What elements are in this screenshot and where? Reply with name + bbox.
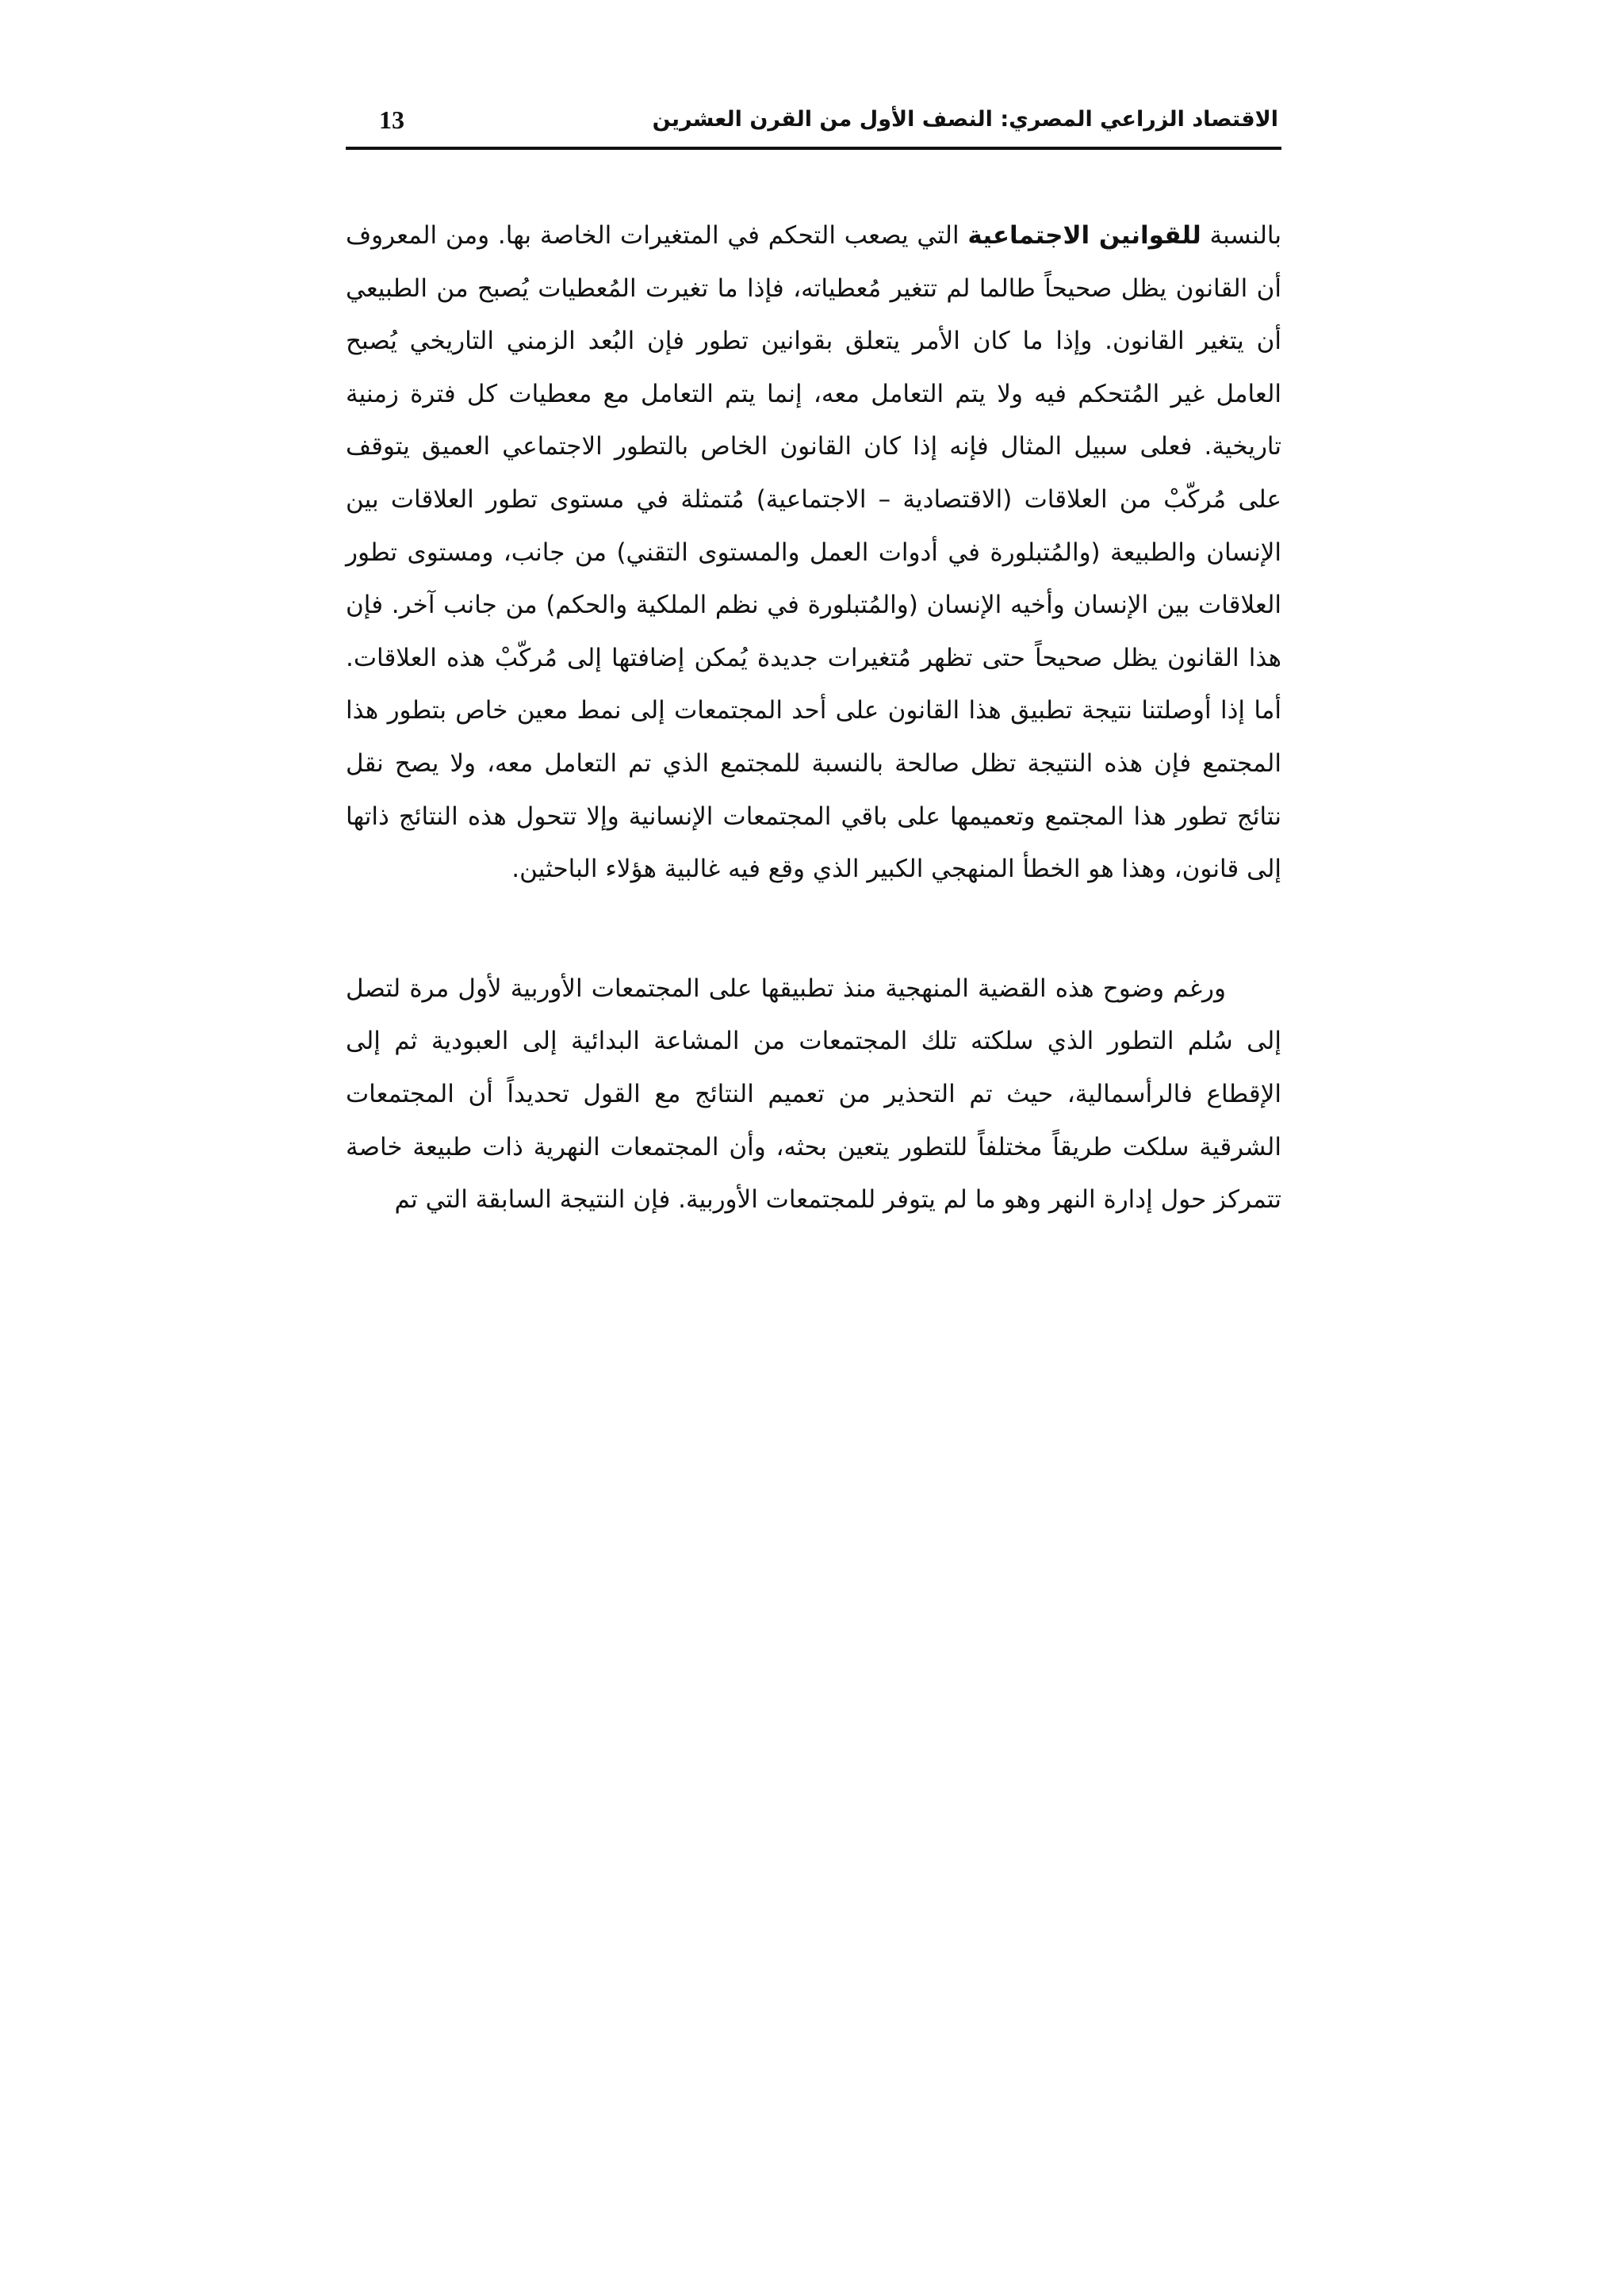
paragraph-1: [346, 209, 1281, 896]
paragraph-1-text: التي يصعب التحكم في المتغيرات الخاصة بها. ومن المعروف أن القانون يظل صحيحاً طالما لم تتغير مُعطياته، فإذا ما تغيرت المُعطيات يُصبح من الطبيعي أن يتغير القانون. وإذا ما كان الأمر يتعلق بقوانين تطور فإن البُعد الزمني التاريخي يُصبح العامل غير المُتحكم فيه ولا يتم التعامل معه، إنما يتم التعامل مع معطيات كل فترة زمنية تاريخية. فعلى سبيل المثال فإنه إذا كان القانون الخاص بالتطور الاجتماعي العميق يتوقف على مُركّبْ من العلاقات (الاقتصادية – الاجتماعية) مُتمثلة في مستوى تطور العلاقات بين الإنسان والطبيعة (والمُتبلورة في أدوات العمل والمستوى التقني) من جانب، ومستوى تطور العلاقات بين الإنسان وأخيه الإنسان (والمُتبلورة في نظم الملكية والحكم) من جانب آخر. فإن هذا القانون يظل صحيحاً حتى تظهر مُتغيرات جديدة يُمكن إضافتها إلى مُركّبْ هذه العلاقات. أما إذا أوصلتنا نتيجة تطبيق هذا القانون على أحد المجتمعات إلى نمط معين خاص بتطور هذا المجتمع فإن هذه النتيجة تظل صالحة بالنسبة للمجتمع الذي تم التعامل معه، ولا يصح نقل نتائج تطور هذا المجتمع وتعميمها على باقي المجتمعات الإنسانية وإلا تتحول هذه النتائج ذاتها إلى قانون، وهذا هو الخطأ المنهجي الكبير الذي وقع فيه غالبية هؤلاء الباحثين.: [346, 221, 1281, 884]
body-text: [346, 209, 1281, 1226]
paragraph-2-text: ورغم وضوح هذه القضية المنهجية منذ تطبيقها على المجتمعات الأوربية لأول مرة لتصل إلى سُلم التطور الذي سلكته تلك المجتمعات من المشاعة البدائية إلى العبودية ثم إلى الإقطاع فالرأسمالية، حيث تم التحذير من تعميم النتائج مع القول تحديداً أن المجتمعات الشرقية سلكت طريقاً مختلفاً للتطور يتعين بحثه، وأن المجتمعات النهرية ذات طبيعة خاصة تتمركز حول إدارة النهر وهو ما لم يتوفر للمجتمعات الأوربية. فإن النتيجة السابقة التي تم: [346, 974, 1281, 1215]
paragraph-2: [346, 962, 1281, 1226]
running-title: الاقتصاد الزراعي المصري: النصف الأول من القرن العشرين: [652, 107, 1278, 132]
header-rule: [346, 147, 1281, 150]
page-number: 13: [379, 105, 404, 134]
bold-term: للقوانين الاجتماعية: [967, 221, 1201, 250]
page-header: [346, 99, 1278, 148]
paragraph-1-lead: بالنسبة: [1209, 221, 1281, 250]
